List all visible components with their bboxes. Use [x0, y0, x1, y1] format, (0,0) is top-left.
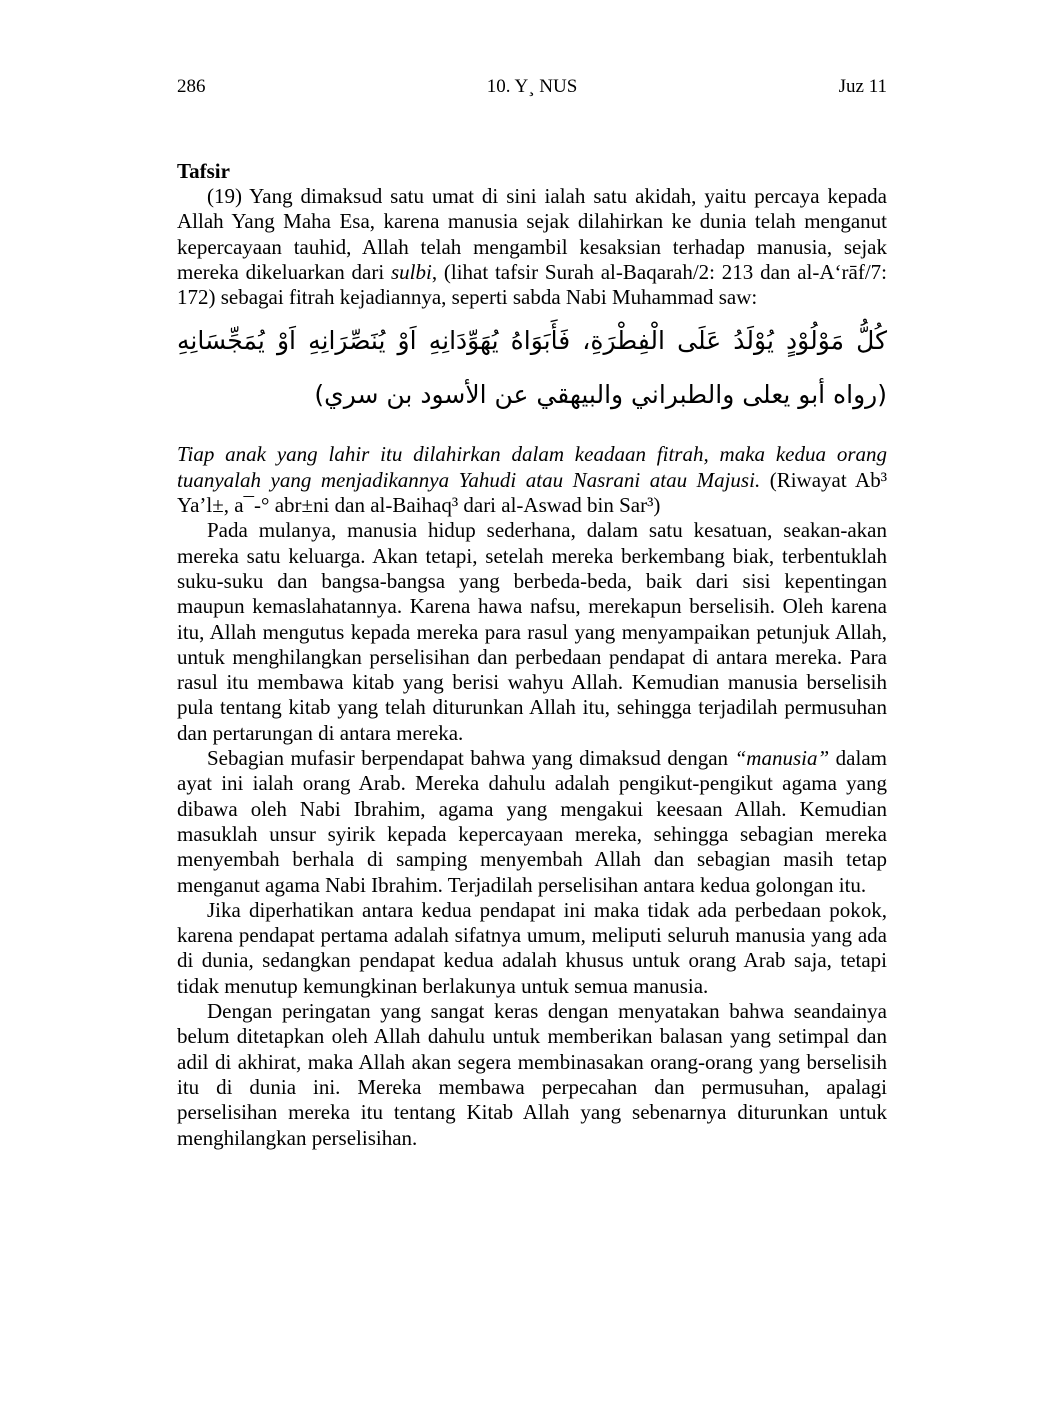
term-sulbi: sulbi: [390, 259, 432, 284]
paragraph-verse-19: [177, 184, 887, 310]
paragraph-mufasir-lead: Sebagian mufasir berpendapat bahwa yang dimaksud dengan: [207, 746, 735, 771]
hadith-arabic-text: كُلُّ مَوْلُوْدٍ يُوْلَدُ عَلَى الْفِطْرَةِ، فَأَبَوَاهُ يُهَوِّدَانِهِ اَوْ يُنَصِّرَانِهِ اَوْ يُمَجِّسَانِهِ (رواه أبو يعلى والطبراني والبيهقي عن الأسود بن سري): [177, 326, 887, 410]
paragraph-two-opinions: Jika diperhatikan antara kedua pendapat ini maka tidak ada perbedaan pokok, karena pendapat pertama adalah sifatnya umum, meliputi seluruh manusia yang ada di dunia, sedangkan pendapat kedua adalah khusus untuk orang Arab saja, tetapi tidak menutup kemungkinan berlakunya untuk semua manusia.: [177, 897, 887, 998]
paragraph-warning: Dengan peringatan yang sangat keras dengan menyatakan bahwa seandainya belum ditetapkan oleh Allah dahulu untuk memberikan balasan yang setimpal dan adil di akhirat, maka Allah akan segera membinasakan orang-orang yang berselisih itu di dunia ini. Mereka membawa perpecahan dan permusuhan, apalagi perselisihan mereka itu tentang Kitab Allah yang sebenarnya diturunkan untuk menghilangkan perselisihan.: [177, 999, 887, 1150]
section-title: Tafsir: [177, 159, 230, 183]
juz-label: Juz 11: [838, 76, 887, 97]
hadith-translation-text: Tiap anak yang lahir itu dilahirkan dalam keadaan fitrah, maka kedua orang tuanyalah yang menjadikannya Yahudi atau Nasrani atau Majusi.: [177, 442, 887, 492]
spacer: [177, 422, 887, 442]
hadith-source: (Riwayat Ab³ Ya’l±, a¯-° abr±ni dan al-Baihaq³ dari al-Aswad bin Sar³): [177, 467, 887, 518]
paragraph-mufasir-opinion: [177, 746, 887, 898]
hadith-translation: [177, 442, 887, 518]
paragraph-verse-19-lead: (19) Yang dimaksud satu umat di sini ialah satu akidah, yaitu percaya kepada Allah Yang Maha Esa, karena manusia sejak dilahirkan ke dunia telah menganut kepercayaan tauhid, Allah telah mengambil kesaksian terhadap manusia, sejak mereka dikeluarkan dari: [177, 184, 887, 284]
chapter-title: 10. Y¸ NUS: [486, 76, 578, 97]
term-manusia: “manusia”: [734, 746, 830, 771]
paragraph-mufasir-tail: dalam ayat ini ialah orang Arab. Mereka dahulu adalah pengikut-pengikut agama yang dibawa oleh Nabi Ibrahim, agama yang mengakui keesaan Allah. Kemudian masuklah unsur syirik kepada kepercayaan mereka, sehingga sebagian mereka menyembah berhala di samping menyembah Allah dan sebagian masih tetap menganut agama Nabi Ibrahim. Terjadilah perselisihan antara kedua golongan itu.: [177, 746, 887, 897]
page-body: [177, 158, 887, 1151]
paragraph-verse-19-tail: , (lihat tafsir Surah al-Baqarah/2: 213 dan al-A‘rāf/7: 172) sebagai fitrah kejadiannya, seperti sabda Nabi Muhammad saw:: [177, 259, 887, 310]
paragraph-early-humanity: Pada mulanya, manusia hidup sederhana, dalam satu kesatuan, seakan-akan mereka satu keluarga. Akan tetapi, setelah mereka berkembang biak, terbentuklah suku-suku dan bangsa-bangsa yang berbeda-beda, baik dari sisi kepentingan maupun kemaslahatannya. Karena hawa nafsu, merekapun berselisih. Oleh karena itu, Allah mengutus kepada mereka para rasul yang menyampaikan petunjuk Allah, untuk menghilangkan perselisihan dan perbedaan pendapat di antara mereka. Para rasul itu membawa kitab yang berisi wahyu Allah. Kemudian manusia berselisih pula tentang kitab yang telah diturunkan Allah itu, sehingga terjadilah permusuhan dan pertarungan di antara mereka.: [177, 518, 887, 745]
page-header: [177, 76, 887, 102]
page-number: 286: [177, 76, 206, 97]
